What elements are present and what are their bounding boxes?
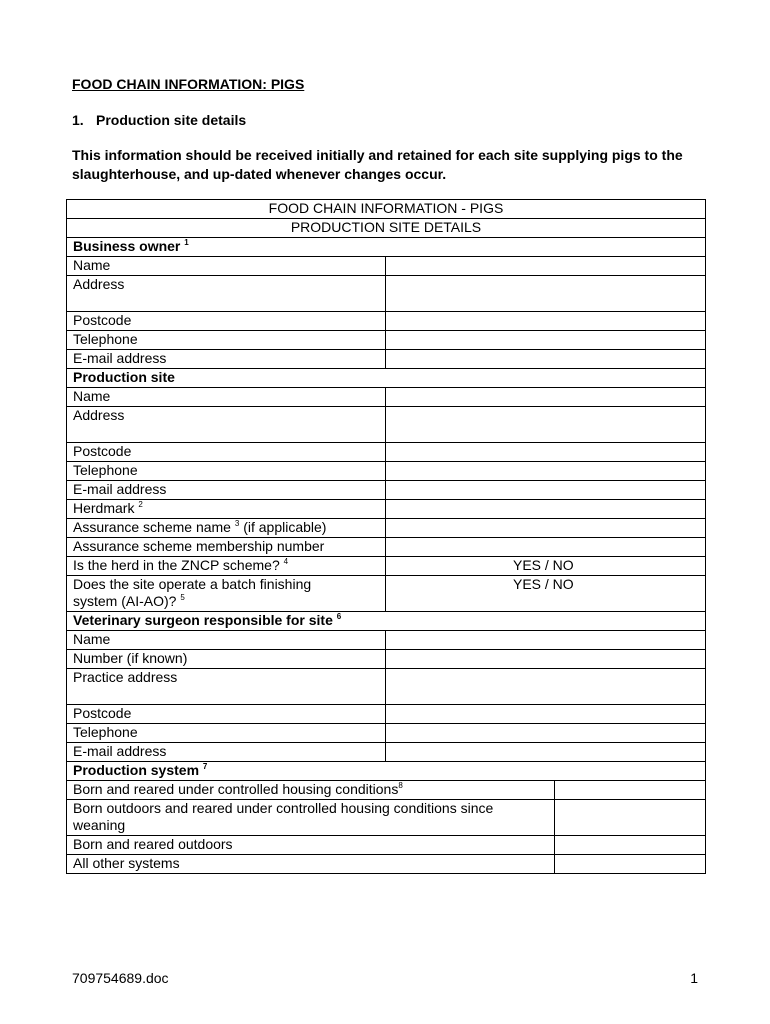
table-row: [67, 481, 706, 500]
table-row: [67, 350, 706, 369]
production-option-checkbox[interactable]: [555, 855, 706, 874]
batch-label-line1: Does the site operate a batch finishing: [73, 576, 312, 592]
table-row: [67, 836, 706, 855]
section-heading: [72, 111, 246, 129]
production-system-header-row: [67, 762, 706, 781]
table-row: [67, 650, 706, 669]
table-title: FOOD CHAIN INFORMATION - PIGS: [67, 200, 706, 219]
table-row: [67, 257, 706, 276]
assurance-number-value[interactable]: [386, 538, 706, 557]
field-label: Address: [67, 407, 386, 443]
production-option-checkbox[interactable]: [555, 781, 706, 800]
field-label: [67, 557, 386, 576]
business-owner-header-text: Business owner: [73, 238, 181, 254]
table-row: [67, 443, 706, 462]
field-label: [67, 519, 386, 538]
field-label: Name: [67, 257, 386, 276]
batch-label-line2: system (AI-AO)?: [73, 593, 177, 609]
table-row: [67, 407, 706, 443]
table-row: [67, 462, 706, 481]
field-label: [67, 576, 386, 612]
footnote-ref: 5: [180, 593, 185, 602]
field-label: Name: [67, 631, 386, 650]
field-label: [67, 500, 386, 519]
table-row: [67, 669, 706, 705]
table-row: [67, 312, 706, 331]
production-option-label: Born outdoors and reared under controlled housing conditions since weaning: [67, 800, 555, 836]
field-label: Telephone: [67, 724, 386, 743]
table-row: [67, 724, 706, 743]
table-row: [67, 576, 706, 612]
footnote-ref: 8: [398, 781, 403, 790]
business-owner-name-value[interactable]: [386, 257, 706, 276]
production-option-label: All other systems: [67, 855, 555, 874]
footer-page-number: 1: [690, 970, 698, 986]
footnote-ref: 6: [336, 612, 342, 621]
business-owner-address-value[interactable]: [386, 276, 706, 312]
zncp-label: Is the herd in the ZNCP scheme?: [73, 557, 280, 573]
assurance-name-value[interactable]: [386, 519, 706, 538]
table-title-row: [67, 200, 706, 219]
production-option-text: Born and reared under controlled housing conditions: [73, 781, 399, 797]
footnote-ref: 1: [184, 238, 189, 247]
table-row: [67, 855, 706, 874]
production-option-label: [67, 781, 555, 800]
production-system-header: [67, 762, 706, 781]
zncp-yes-no[interactable]: YES / NO: [386, 557, 706, 576]
table-row: [67, 388, 706, 407]
herdmark-value[interactable]: [386, 500, 706, 519]
batch-yes-no[interactable]: YES / NO: [386, 576, 706, 612]
intro-paragraph: This information should be received initially and retained for each site supplying pigs to the slaughterhouse, and up-dated whenever changes occur.: [72, 147, 683, 182]
table-row: [67, 538, 706, 557]
assurance-name-qualifier: (if applicable): [243, 519, 327, 535]
business-owner-postcode-value[interactable]: [386, 312, 706, 331]
vet-header-row: [67, 612, 706, 631]
production-option-checkbox[interactable]: [555, 800, 706, 836]
footnote-ref: 3: [234, 519, 240, 528]
business-owner-header-row: [67, 238, 706, 257]
field-label: E-mail address: [67, 350, 386, 369]
production-option-checkbox[interactable]: [555, 836, 706, 855]
herdmark-label: Herdmark: [73, 500, 135, 516]
production-site-header: Production site: [67, 369, 706, 388]
production-site-table: [66, 199, 706, 874]
field-label: Assurance scheme membership number: [67, 538, 386, 557]
field-label: Telephone: [67, 331, 386, 350]
table-row: [67, 631, 706, 650]
production-site-header-row: [67, 369, 706, 388]
field-label: Postcode: [67, 312, 386, 331]
document-heading: FOOD CHAIN INFORMATION: PIGS: [72, 76, 305, 92]
table-subtitle: PRODUCTION SITE DETAILS: [67, 219, 706, 238]
site-address-value[interactable]: [386, 407, 706, 443]
section-number: 1.: [72, 112, 84, 128]
vet-name-value[interactable]: [386, 631, 706, 650]
production-option-label: Born and reared outdoors: [67, 836, 555, 855]
field-label: Postcode: [67, 705, 386, 724]
field-label: Number (if known): [67, 650, 386, 669]
table-row: [67, 800, 706, 836]
vet-number-value[interactable]: [386, 650, 706, 669]
vet-telephone-value[interactable]: [386, 724, 706, 743]
table-row: [67, 705, 706, 724]
field-label: Address: [67, 276, 386, 312]
table-row: [67, 276, 706, 312]
field-label: Postcode: [67, 443, 386, 462]
site-telephone-value[interactable]: [386, 462, 706, 481]
business-owner-telephone-value[interactable]: [386, 331, 706, 350]
table-row: [67, 331, 706, 350]
table-row: [67, 500, 706, 519]
footnote-ref: 7: [202, 762, 208, 771]
field-label: Practice address: [67, 669, 386, 705]
field-label: Name: [67, 388, 386, 407]
table-subtitle-row: [67, 219, 706, 238]
section-title: Production site details: [96, 112, 247, 128]
business-owner-email-value[interactable]: [386, 350, 706, 369]
field-label: Telephone: [67, 462, 386, 481]
table-row: [67, 519, 706, 538]
site-postcode-value[interactable]: [386, 443, 706, 462]
vet-postcode-value[interactable]: [386, 705, 706, 724]
footnote-ref: 4: [283, 557, 289, 566]
vet-header-text: Veterinary surgeon responsible for site: [73, 612, 333, 628]
assurance-name-label: Assurance scheme name: [73, 519, 231, 535]
footer-filename: 709754689.doc: [72, 970, 169, 986]
table-row: [67, 557, 706, 576]
production-system-header-text: Production system: [73, 762, 200, 778]
field-label: E-mail address: [67, 743, 386, 762]
site-name-value[interactable]: [386, 388, 706, 407]
business-owner-header: [67, 238, 706, 257]
site-email-value[interactable]: [386, 481, 706, 500]
table-row: [67, 743, 706, 762]
field-label: E-mail address: [67, 481, 386, 500]
table-row: [67, 781, 706, 800]
vet-address-value[interactable]: [386, 669, 706, 705]
footnote-ref: 2: [138, 500, 143, 509]
vet-email-value[interactable]: [386, 743, 706, 762]
vet-header: [67, 612, 706, 631]
